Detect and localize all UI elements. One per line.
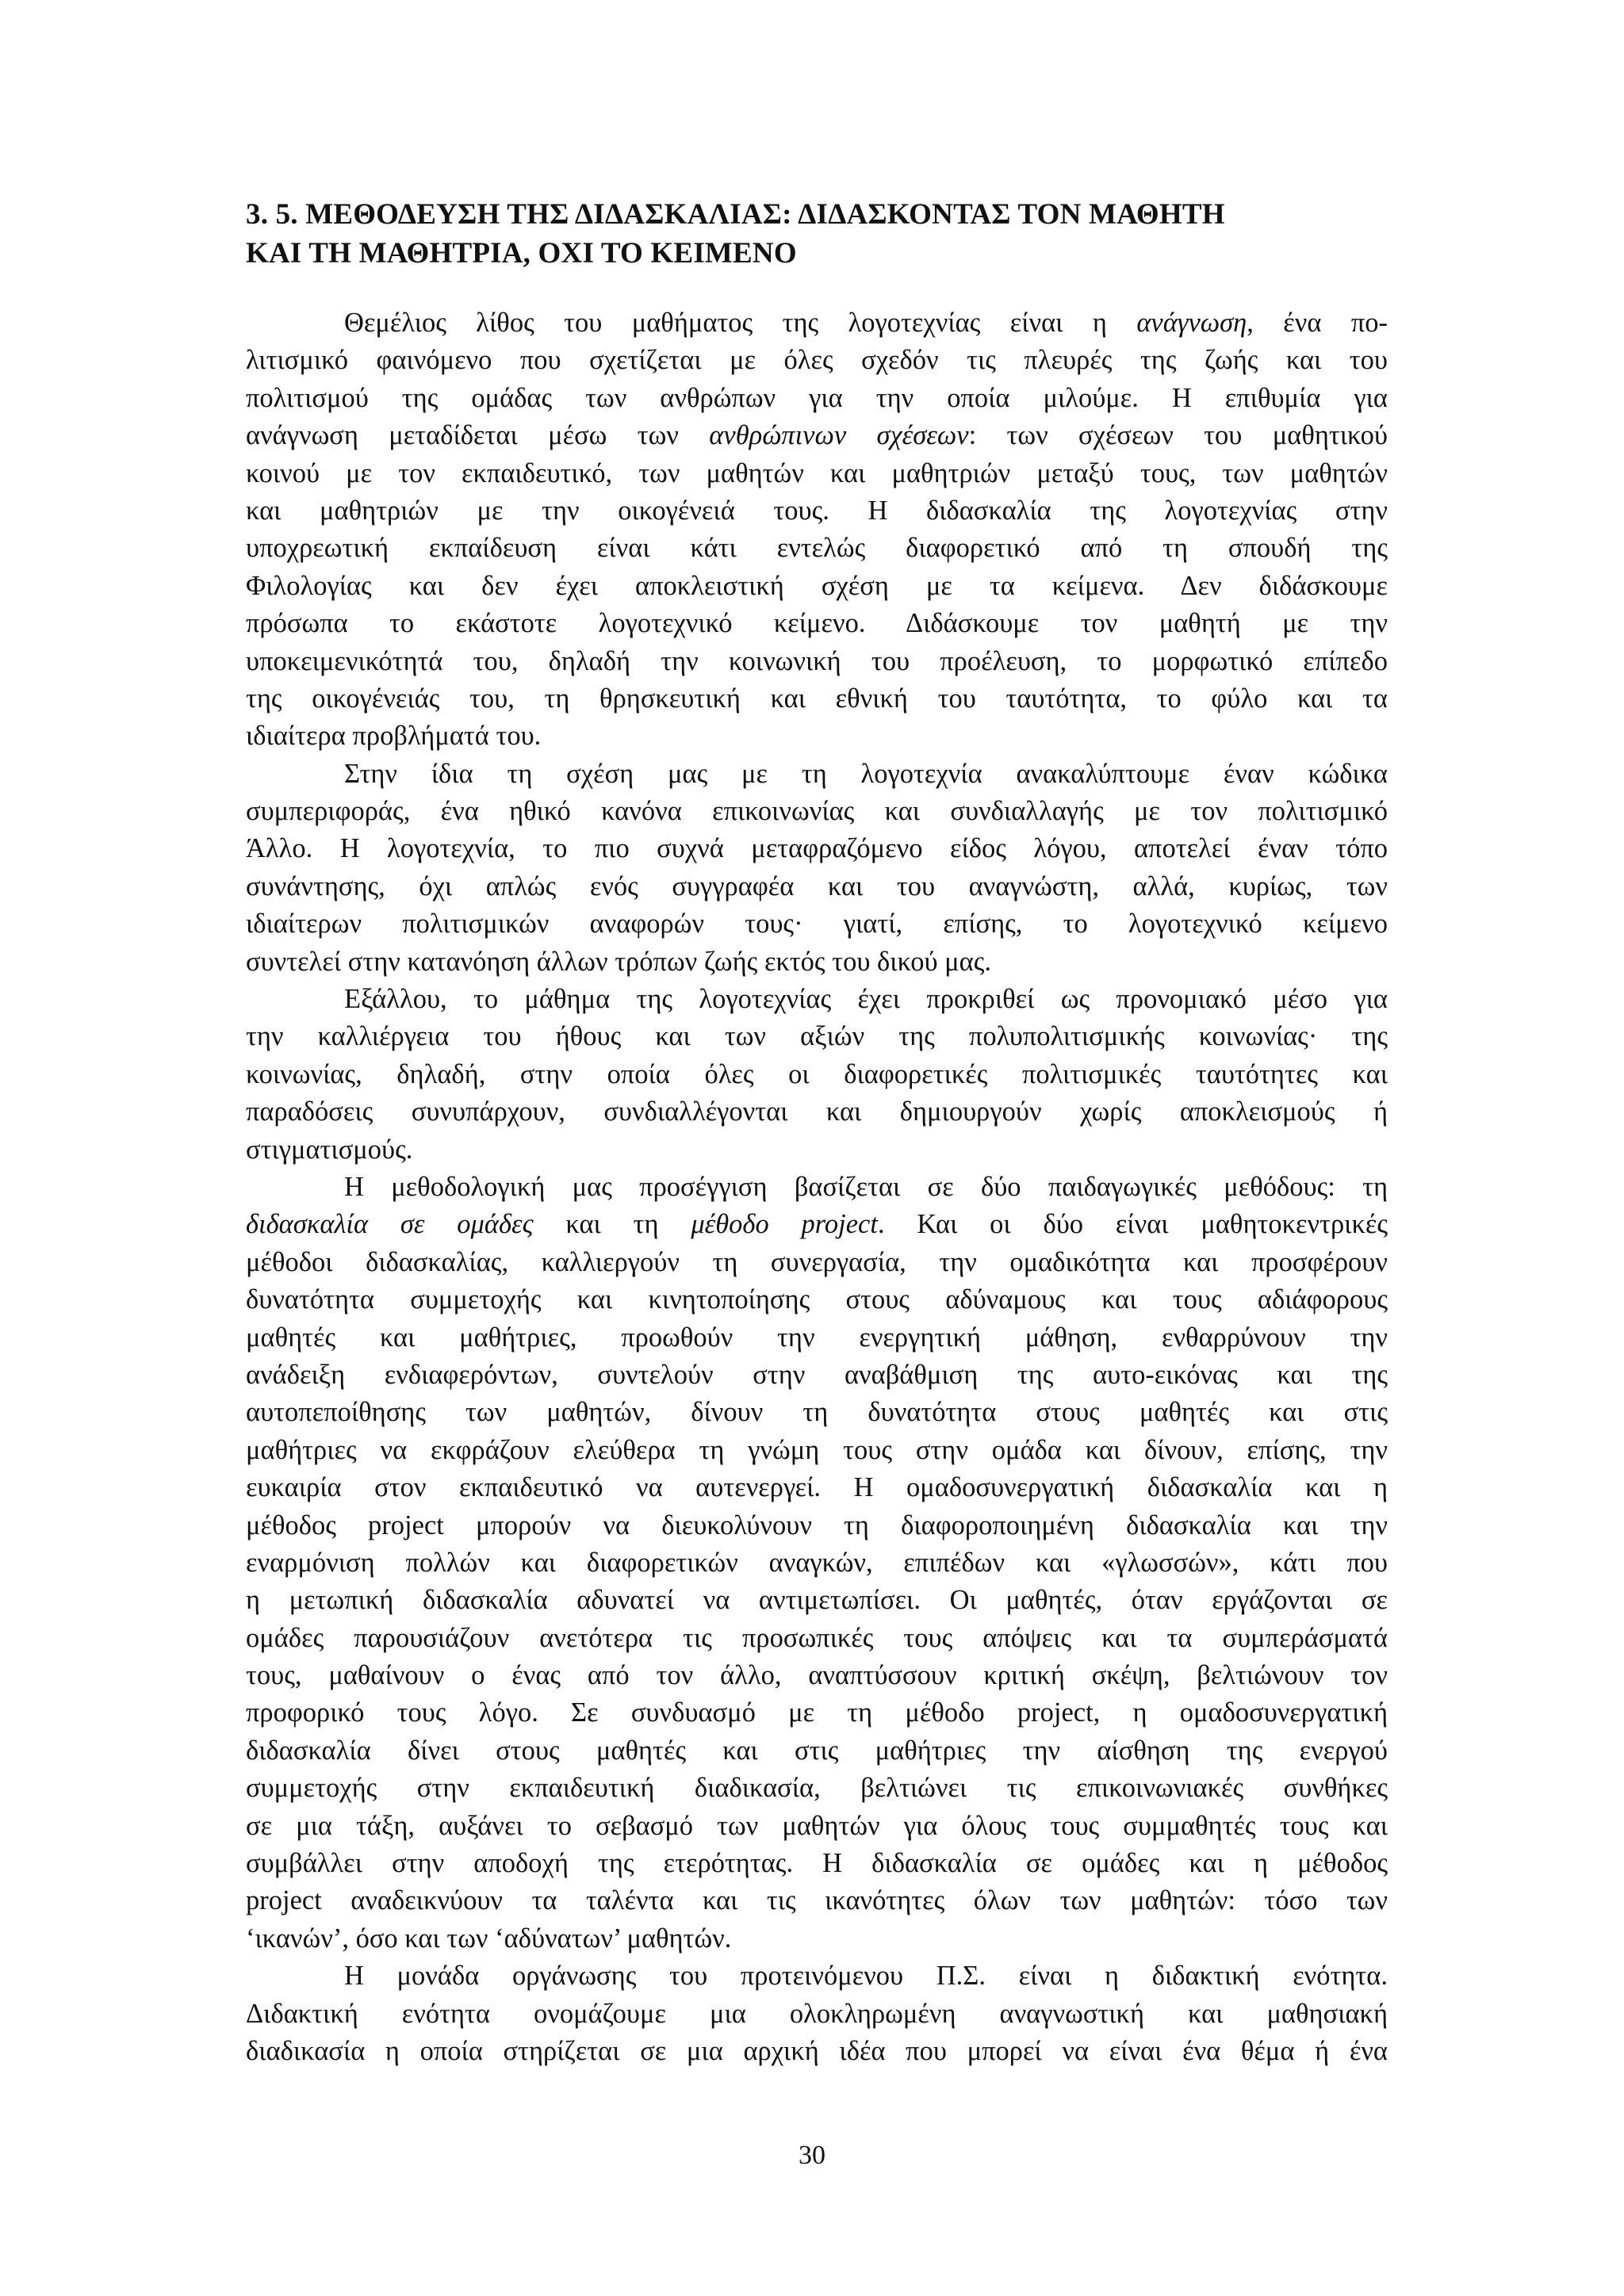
paragraph (246, 1957, 1388, 2070)
text-run: , ένα πο- (1247, 308, 1388, 338)
text-line (246, 1694, 1388, 1732)
text-run: κοινωνίας, δηλαδή, στην οποία όλες οι διαφορετικές πολιτισμικές ταυτότητες και (246, 1058, 1388, 1089)
text-line (246, 868, 1388, 905)
text-line (246, 793, 1388, 830)
italic-text: ανάγνωση (1136, 308, 1247, 338)
text-line (246, 1808, 1388, 1845)
section-heading-line: 3. 5. ΜΕΘΟΔΕΥΣΗ ΤΗΣ ΔΙΔΑΣΚΑΛΙΑΣ: ΔΙΔΑΣΚΟΝΤΑΣ ΤΟΝ ΜΑΘΗΤΗ (246, 198, 1225, 231)
text-line (246, 1357, 1388, 1394)
text-run: την καλλιέργεια του ήθους και των αξιών της πολυπολιτισμικής κοινωνίας· της (246, 1021, 1388, 1052)
text-line (246, 1732, 1388, 1770)
text-line (246, 905, 1388, 943)
text-run: παραδόσεις συνυπάρχουν, συνδιαλλέγονται και δημιουργούν χωρίς αποκλεισμούς ή (246, 1096, 1388, 1127)
text-run: συμμετοχής στην εκπαιδευτική διαδικασία, βελτιώνει τις επικοινωνιακές συνθήκες (246, 1773, 1388, 1804)
text-line (246, 455, 1388, 492)
text-run: συμπεριφοράς, ένα ηθικό κανόνα επικοινωνίας και συνδιαλλαγής με τον πολιτισμικό (246, 796, 1388, 827)
text-run: project αναδεικνύουν τα ταλέντα και τις ικανότητες όλων των μαθητών: τόσο των (246, 1885, 1388, 1916)
text-line (246, 605, 1388, 642)
text-line (246, 1281, 1388, 1318)
text-run: Θεμέλιος λίθος του μαθήματος της λογοτεχνίας είναι η (344, 308, 1137, 338)
text-line (246, 1206, 1388, 1243)
paragraph (246, 304, 1388, 756)
text-run: Στην ίδια τη σχέση μας με τη λογοτεχνία ανακαλύπτουμε έναν κώδικα (344, 758, 1388, 789)
text-line (246, 1620, 1388, 1657)
text-run: μαθητές και μαθήτριες, προωθούν την ενεργητική μάθηση, ενθαρρύνουν την (246, 1322, 1388, 1353)
text-line (246, 756, 1388, 793)
text-run: Διδακτική ενότητα ονομάζουμε μια ολοκληρωμένη αναγνωστική και μαθησιακή (246, 1998, 1388, 2029)
text-run: προφορικό τους λόγο. Σε συνδυασμό με τη μέθοδο project, η ομαδοσυνεργατική (246, 1697, 1388, 1728)
text-run: Φιλολογίας και δεν έχει αποκλειστική σχέση με τα κείμενα. Δεν διδάσκουμε (246, 570, 1388, 601)
text-line (246, 680, 1388, 718)
text-line (246, 1845, 1388, 1882)
text-line (246, 718, 1388, 755)
text-line (246, 1469, 1388, 1506)
text-line (246, 1319, 1388, 1357)
text-run: . Και οι δύο είναι μαθητοκεντρικές (877, 1209, 1388, 1240)
text-line (246, 1093, 1388, 1131)
text-line (246, 492, 1388, 530)
text-line (246, 568, 1388, 605)
text-run: υποχρεωτική εκπαίδευση είναι κάτι εντελώς διαφορετικό από τη σπουδή της (246, 533, 1388, 564)
text-run: ανάγνωση μεταδίδεται μέσω των (246, 420, 710, 451)
text-run: διαδικασία η οποία στηρίζεται σε μια αρχική ιδέα που μπορεί να είναι ένα θέμα ή ένα (246, 2035, 1388, 2066)
paragraph (246, 1169, 1388, 1957)
text-run: λιτισμικό φαινόμενο που σχετίζεται με όλες σχεδόν τις πλευρές της ζωής και του (246, 345, 1388, 376)
text-run: πολιτισμού της ομάδας των ανθρώπων για την οποία μιλούμε. Η επιθυμία για (246, 382, 1388, 413)
text-line (246, 1544, 1388, 1582)
text-run: μαθήτριες να εκφράζουν ελεύθερα τη γνώμη τους στην ομάδα και δίνουν, επίσης, την (246, 1434, 1388, 1465)
body-text (246, 304, 1388, 2070)
text-line (246, 1018, 1388, 1055)
text-line (246, 1582, 1388, 1619)
text-line (246, 417, 1388, 454)
text-run: Η μεθοδολογική μας προσέγγιση βασίζεται σε δύο παιδαγωγικές μεθόδους: τη (344, 1171, 1388, 1202)
section-heading (246, 195, 1388, 273)
italic-text: μέθοδο project (691, 1209, 878, 1240)
section-heading-line: ΚΑΙ ΤΗ ΜΑΘΗΤΡΙΑ, ΟΧΙ ΤΟ ΚΕΙΜΕΝΟ (246, 237, 797, 270)
text-run: συμβάλλει στην αποδοχή της ετερότητας. Η διδασκαλία σε ομάδες και η μέθοδος (246, 1848, 1388, 1879)
text-run: Η μονάδα οργάνωσης του προτεινόμενου Π.Σ. είναι η διδακτική ενότητα. (344, 1961, 1388, 1992)
text-run: ευκαιρία στον εκπαιδευτικό να αυτενεργεί. Η ομαδοσυνεργατική διδασκαλία και η (246, 1472, 1388, 1503)
text-run: τους, μαθαίνουν ο ένας από τον άλλο, αναπτύσσουν κριτική σκέψη, βελτιώνουν τον (246, 1660, 1388, 1691)
text-run: υποκειμενικότητά του, δηλαδή την κοινωνική του προέλευση, το μορφωτικό επίπεδο (246, 645, 1388, 676)
text-line (246, 1131, 1388, 1169)
text-run: μέθοδος project μπορούν να διευκολύνουν τη διαφοροποιημένη διδασκαλία και την (246, 1510, 1388, 1540)
text-line (246, 1996, 1388, 2033)
text-run: στιγματισμούς. (246, 1134, 413, 1165)
text-run: : των σχέσεων του μαθητικού (968, 420, 1388, 451)
paragraph (246, 756, 1388, 981)
text-line (246, 943, 1388, 981)
page-number: 30 (799, 2141, 825, 2170)
text-line (246, 1432, 1388, 1469)
text-run: αυτοπεποίθησης των μαθητών, δίνουν τη δυνατότητα στους μαθητές και στις (246, 1397, 1388, 1428)
text-run: Εξάλλου, το μάθημα της λογοτεχνίας έχει προκριθεί ως προνομιακό μέσο για (344, 984, 1388, 1015)
text-run: εναρμόνιση πολλών και διαφορετικών αναγκών, επιπέδων και «γλωσσών», κάτι που (246, 1547, 1388, 1578)
text-line (246, 1770, 1388, 1807)
text-line (246, 981, 1388, 1018)
text-run: συνάντησης, όχι απλώς ενός συγγραφέα και του αναγνώστη, αλλά, κυρίως, των (246, 871, 1388, 901)
text-line (246, 1657, 1388, 1694)
text-line (246, 1507, 1388, 1544)
text-run: ομάδες παρουσιάζουν ανετότερα τις προσωπικές τους απόψεις και τα συμπεράσματά (246, 1622, 1388, 1653)
text-line (246, 1244, 1388, 1281)
text-line (246, 830, 1388, 867)
italic-text: ανθρώπινων σχέσεων (709, 420, 969, 451)
paragraph (246, 981, 1388, 1169)
text-run: μέθοδοι διδασκαλίας, καλλιεργούν τη συνεργασία, την ομαδικότητα και προσφέρουν (246, 1246, 1388, 1277)
text-run: συντελεί στην κατανόηση άλλων τρόπων ζωής εκτός του δικού μας. (246, 946, 992, 977)
text-run: πρόσωπα το εκάστοτε λογοτεχνικό κείμενο. Διδάσκουμε τον μαθητή με την (246, 608, 1388, 639)
text-line (246, 1394, 1388, 1431)
italic-text: διδασκαλία σε ομάδες (246, 1209, 534, 1240)
text-line (246, 1882, 1388, 1919)
text-run: και μαθητριών με την οικογένειά τους. Η διδασκαλία της λογοτεχνίας στην (246, 495, 1388, 526)
text-run: ‘ικανών’, όσο και των ‘αδύνατων’ μαθητών. (246, 1923, 732, 1954)
text-line (246, 1957, 1388, 1995)
text-line (246, 304, 1388, 342)
text-run: δυνατότητα συμμετοχής και κινητοποίησης στους αδύναμους και τους αδιάφορους (246, 1284, 1388, 1315)
text-run: σε μια τάξη, αυξάνει το σεβασμό των μαθητών για όλους τους συμμαθητές τους και (246, 1810, 1388, 1841)
text-run: ιδιαίτερα προβλήματά του. (246, 721, 542, 752)
text-line (246, 1169, 1388, 1206)
text-run: διδασκαλία δίνει στους μαθητές και στις μαθήτριες την αίσθηση της ενεργού (246, 1735, 1388, 1766)
text-run: ανάδειξη ενδιαφερόντων, συντελούν στην αναβάθμιση της αυτο-εικόνας και της (246, 1359, 1388, 1390)
text-line (246, 1920, 1388, 1957)
text-run: η μετωπική διδασκαλία αδυνατεί να αντιμετωπίσει. Οι μαθητές, όταν εργάζονται σε (246, 1585, 1388, 1616)
text-line (246, 380, 1388, 417)
text-line (246, 643, 1388, 680)
text-line (246, 2033, 1388, 2070)
text-run: και τη (533, 1209, 691, 1240)
text-run: κοινού με τον εκπαιδευτικό, των μαθητών και μαθητριών μεταξύ τους, των μαθητών (246, 457, 1388, 488)
text-run: της οικογένειάς του, τη θρησκευτική και εθνική του ταυτότητα, το φύλο και τα (246, 683, 1388, 714)
text-run: Άλλο. Η λογοτεχνία, το πιο συχνά μεταφραζόμενο είδος λόγου, αποτελεί έναν τόπο (246, 833, 1388, 864)
text-run: ιδιαίτερων πολιτισμικών αναφορών τους· γιατί, επίσης, το λογοτεχνικό κείμενο (246, 909, 1388, 939)
text-line (246, 530, 1388, 567)
text-line (246, 1056, 1388, 1093)
text-line (246, 342, 1388, 379)
